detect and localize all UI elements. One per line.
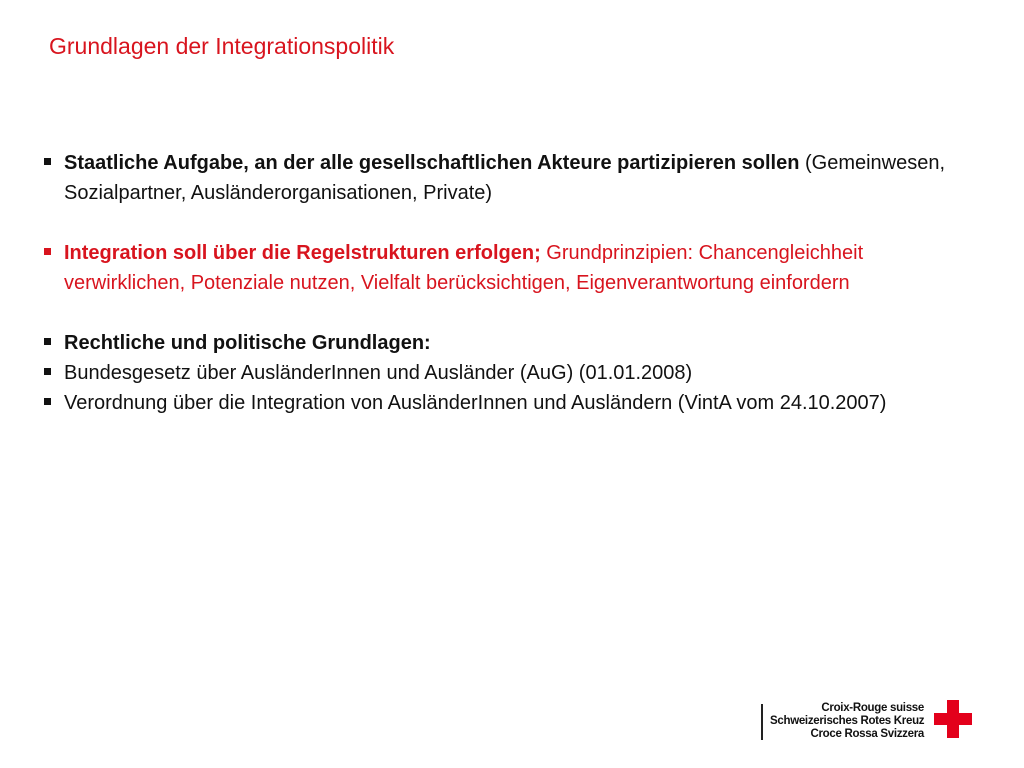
logo-text — [770, 702, 924, 741]
square-bullet-icon — [44, 398, 51, 405]
square-bullet-icon — [44, 158, 51, 165]
spacer — [40, 208, 960, 238]
bullet-item — [40, 358, 960, 388]
square-bullet-icon — [44, 338, 51, 345]
bullet-item — [40, 238, 960, 298]
bullet-text: Bundesgesetz über AusländerInnen und Ausländer (AuG) (01.01.2008) — [64, 362, 693, 384]
bullet-text: Verordnung über die Integration von AusländerInnen und Ausländern (VintA vom 24.10.2007) — [64, 392, 887, 414]
logo-line-french: Croix-Rouge suisse — [821, 702, 924, 714]
bullet-item — [40, 388, 960, 418]
bullet-item — [40, 148, 960, 208]
red-cross-icon — [934, 700, 972, 738]
bullet-bold-text: Rechtliche und politische Grundlagen: — [64, 332, 431, 354]
bullet-text: Grundprinzipien: Chancengleichheit verwirklichen, Potenziale nutzen, Vielfalt berücksichtigen, Eigenverantwortung einfordern — [64, 242, 864, 294]
slide-title: Grundlagen der Integrationspolitik — [49, 33, 395, 59]
bullet-text: (Gemeinwesen, Sozialpartner, Ausländerorganisationen, Private) — [64, 152, 946, 204]
square-bullet-icon — [44, 248, 51, 255]
bullet-list — [40, 148, 960, 418]
spacer — [40, 298, 960, 328]
bullet-bold-text: Integration soll über die Regelstrukturen erfolgen; — [64, 242, 541, 264]
bullet-bold-text: Staatliche Aufgabe, an der alle gesellschaftlichen Akteure partizipieren sollen — [64, 152, 800, 174]
bullet-item — [40, 328, 960, 358]
logo-divider — [761, 704, 763, 740]
logo-line-italian: Croce Rossa Svizzera — [810, 728, 924, 740]
logo-line-german: Schweizerisches Rotes Kreuz — [770, 715, 925, 727]
square-bullet-icon — [44, 368, 51, 375]
